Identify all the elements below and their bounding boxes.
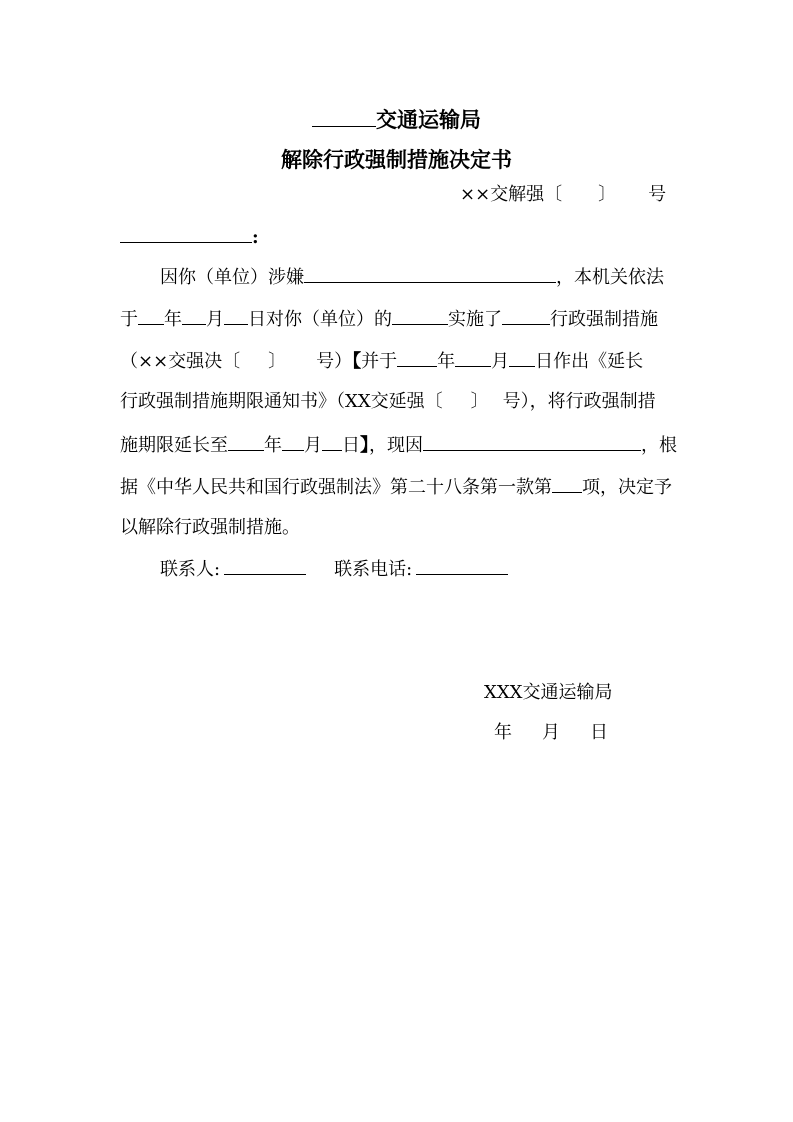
addressee-colon: : — [252, 227, 259, 248]
body-text: 施期限延长至 — [120, 435, 228, 456]
body-line-2 — [120, 306, 658, 332]
agency-name-blank — [312, 108, 376, 127]
measure-blank — [502, 306, 550, 325]
body-text: 并于 — [361, 351, 398, 372]
document-title: 解除行政强制措施决定书 — [281, 148, 512, 172]
body-text: 日 — [342, 435, 360, 456]
signature-date — [494, 718, 608, 744]
contact-line — [160, 556, 508, 582]
body-line-3 — [120, 348, 643, 374]
body-text: 于 — [120, 309, 138, 330]
body-line-7: 以解除行政强制措施。 — [120, 517, 300, 538]
body-line-6 — [120, 474, 672, 500]
signature-agency: XXX交通运输局 — [484, 682, 613, 703]
extension-year-blank — [397, 348, 437, 367]
extended-year-blank — [228, 432, 264, 451]
body-line-4 — [120, 390, 656, 414]
signature-year: 年 — [494, 722, 512, 743]
month-blank — [182, 306, 206, 325]
bracket-close: 】 — [360, 435, 369, 456]
body-text: 年 — [437, 351, 456, 372]
agency-title-text: 交通运输局 — [376, 108, 481, 132]
body-text: 号） — [316, 351, 353, 372]
contact-person-label: 联系人: — [160, 559, 221, 580]
extension-month-blank — [455, 348, 491, 367]
document-number — [460, 180, 666, 206]
body-text: 号），将行政强制措 — [502, 391, 656, 412]
body-text: 〕 — [470, 391, 489, 412]
body-text: ，根 — [641, 435, 677, 456]
extended-month-blank — [282, 432, 304, 451]
reason-blank — [423, 432, 641, 451]
body-text: 行政强制措施期限通知书》（XX交延强〔 — [120, 391, 443, 412]
body-line-5 — [120, 432, 677, 458]
suspected-violation-blank — [304, 264, 556, 283]
body-text: 月 — [304, 435, 322, 456]
extended-day-blank — [322, 432, 342, 451]
contact-phone-blank — [416, 556, 508, 575]
day-blank — [224, 306, 248, 325]
body-line-1 — [160, 264, 664, 290]
signature-day: 日 — [590, 722, 608, 743]
contact-phone-label: 联系电话: — [334, 559, 413, 580]
body-text: （××交强决〔 — [120, 351, 241, 372]
extension-day-blank — [509, 348, 535, 367]
body-text: 实施了 — [448, 309, 502, 330]
bracket-open: 【 — [352, 351, 362, 372]
body-text: 月 — [206, 309, 224, 330]
document-number-prefix: ××交解强〔 — [460, 184, 563, 205]
body-text: 项，决定予 — [582, 477, 672, 498]
signature-month: 月 — [542, 722, 560, 743]
body-text: 因你（单位）涉嫌 — [160, 267, 304, 288]
item-blank — [392, 306, 448, 325]
contact-person-blank — [224, 556, 306, 575]
body-text: 日对你（单位）的 — [248, 309, 392, 330]
body-text: 日作出《延长 — [535, 351, 644, 372]
body-text: 行政强制措施 — [550, 309, 658, 330]
body-text: ，现因 — [369, 435, 423, 456]
body-text: 〕 — [268, 351, 287, 372]
agency-title — [0, 104, 793, 134]
addressee-blank — [120, 224, 252, 243]
body-text: 年 — [264, 435, 282, 456]
clause-item-blank — [552, 474, 582, 493]
document-number-suffix: 号 — [648, 184, 667, 205]
year-blank — [138, 306, 164, 325]
body-text: 月 — [491, 351, 510, 372]
addressee-line — [120, 224, 259, 250]
body-text: 年 — [164, 309, 182, 330]
body-text: 据《中华人民共和国行政强制法》第二十八条第一款第 — [120, 477, 552, 498]
document-number-close: 〕 — [598, 184, 617, 205]
body-text: ，本机关依法 — [556, 267, 664, 288]
